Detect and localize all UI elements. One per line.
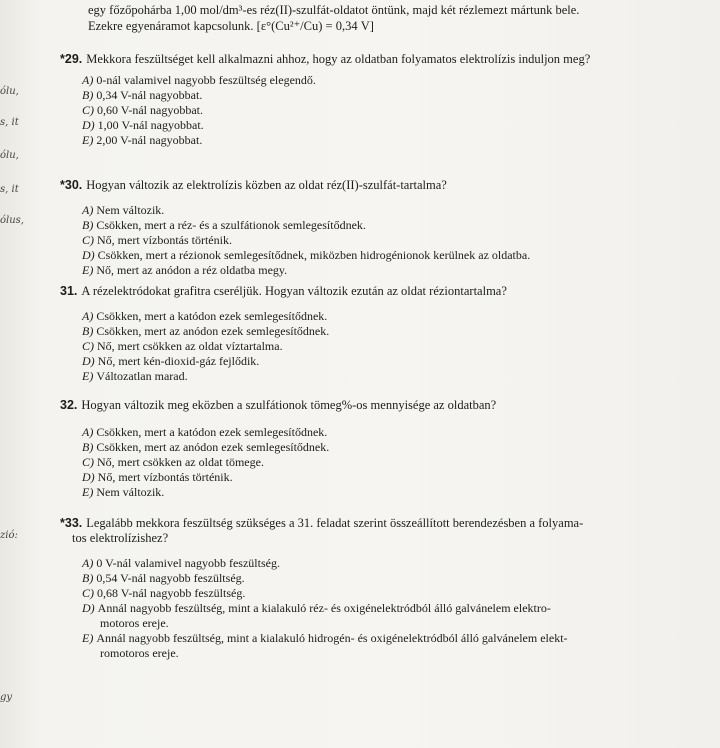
option-text: Nő, mert csökken az oldat tömege.: [97, 455, 264, 469]
margin-note: ólu,: [0, 150, 19, 161]
answer-option[interactable]: [82, 425, 710, 440]
option-letter: B): [82, 440, 94, 454]
answer-option[interactable]: [82, 631, 700, 661]
option-letter: D): [82, 601, 95, 615]
option-text: Annál nagyobb feszültség, mint a kialakuló réz- és oxigénelektródból álló galvánelem elektro- motoros ereje.: [97, 601, 551, 630]
option-text: Csökken, mert a rézionok semlegesítődnek, miközben hidrogénionok kerülnek az oldatba.: [97, 248, 531, 262]
option-letter: E): [82, 133, 94, 147]
question-30: [60, 178, 710, 278]
option-letter: C): [82, 586, 94, 600]
question-text: Hogyan változik meg eközben a szulfátionok tömeg%-os mennyisége az oldatban?: [81, 398, 497, 412]
answer-option[interactable]: [82, 324, 710, 339]
option-text: Nő, mert kén-dioxid-gáz fejlődik.: [97, 354, 260, 368]
answer-option[interactable]: [82, 354, 710, 369]
option-letter: E): [82, 485, 94, 499]
margin-note: ólu,: [0, 86, 19, 97]
option-text: Nő, mert az anódon a réz oldatba megy.: [96, 263, 288, 277]
option-letter: C): [82, 233, 94, 247]
answer-option[interactable]: [82, 309, 710, 324]
question-stem: [60, 178, 710, 193]
answer-option[interactable]: [82, 586, 710, 601]
question-number: 32.: [60, 398, 78, 412]
answer-option[interactable]: [82, 248, 710, 263]
question-number: *30.: [60, 178, 83, 192]
question-stem: [60, 284, 710, 299]
option-list: [82, 73, 710, 148]
answer-option[interactable]: [82, 233, 710, 248]
answer-option[interactable]: [82, 263, 710, 278]
intro-line: Ezekre egyenáramot kapcsolunk. [ε°(Cu²⁺/Cu) = 0,34 V]: [88, 19, 374, 33]
option-list: [82, 203, 710, 278]
intro-line: egy főzőpohárba 1,00 mol/dm³-es réz(II)-szulfát-oldatot öntünk, majd két rézlemezt mártunk bele.: [88, 3, 580, 17]
question-29: [60, 52, 710, 148]
answer-option[interactable]: [82, 485, 710, 500]
option-letter: D): [82, 248, 95, 262]
question-text-continued: tos elektrolízishez?: [72, 531, 169, 545]
option-letter: A): [82, 309, 94, 323]
answer-option[interactable]: [82, 88, 710, 103]
margin-note: s, it: [0, 117, 19, 128]
intro-paragraph: [88, 2, 708, 34]
answer-option[interactable]: [82, 73, 710, 88]
option-text: Nő, mert csökken az oldat víztartalma.: [97, 339, 283, 353]
margin-note: gy: [0, 692, 13, 703]
question-text: Mekkora feszültséget kell alkalmazni ahhoz, hogy az oldatban folyamatos elektrolízis induljon meg?: [86, 52, 591, 66]
option-text: 0,34 V-nál nagyobbat.: [96, 88, 203, 102]
question-number: *29.: [60, 52, 83, 66]
option-text: Nő, mert vízbontás történik.: [97, 470, 233, 484]
option-text: 0-nál valamivel nagyobb feszültség elegendő.: [96, 73, 316, 87]
option-letter: A): [82, 425, 94, 439]
option-text: Annál nagyobb feszültség, mint a kialakuló hidrogén- és oxigénelektródból álló galvánelem elekt- romotoros ereje.: [96, 631, 568, 660]
option-text: Csökken, mert a katódon ezek semlegesítődnek.: [96, 309, 328, 323]
question-text: Legalább mekkora feszültség szükséges a 31. feladat szerint összeállított berendezésben a folyama-: [86, 516, 584, 530]
answer-option[interactable]: [82, 556, 710, 571]
option-letter: C): [82, 103, 94, 117]
option-text: Csökken, mert a réz- és a szulfátionok semlegesítődnek.: [96, 218, 366, 232]
option-letter: B): [82, 88, 94, 102]
question-stem: [60, 516, 710, 531]
option-list: [82, 425, 710, 500]
option-letter: B): [82, 324, 94, 338]
question-33: [60, 516, 710, 661]
question-number: *33.: [60, 516, 83, 530]
question-stem: [60, 398, 710, 413]
answer-option[interactable]: [82, 118, 710, 133]
option-letter: E): [82, 631, 94, 645]
option-text: 2,00 V-nál nagyobbat.: [96, 133, 203, 147]
question-number: 31.: [60, 284, 78, 298]
option-list: [82, 556, 710, 661]
option-text: 0,68 V-nál nagyobb feszültség.: [97, 586, 246, 600]
margin-note: zió:: [0, 530, 18, 541]
option-text: Csökken, mert az anódon ezek semlegesítődnek.: [96, 324, 330, 338]
answer-option[interactable]: [82, 440, 710, 455]
option-letter: A): [82, 203, 94, 217]
option-letter: E): [82, 263, 94, 277]
option-letter: C): [82, 339, 94, 353]
answer-option[interactable]: [82, 571, 710, 586]
option-text: 0 V-nál valamivel nagyobb feszültség.: [96, 556, 280, 570]
answer-option[interactable]: [82, 103, 710, 118]
option-text: Csökken, mert a katódon ezek semlegesítődnek.: [96, 425, 328, 439]
answer-option[interactable]: [82, 133, 710, 148]
answer-option[interactable]: [82, 339, 710, 354]
option-letter: C): [82, 455, 94, 469]
option-text: 0,54 V-nál nagyobb feszültség.: [96, 571, 245, 585]
option-letter: B): [82, 218, 94, 232]
option-list: [82, 309, 710, 384]
option-letter: D): [82, 470, 95, 484]
option-text: 1,00 V-nál nagyobbat.: [97, 118, 204, 132]
option-letter: A): [82, 73, 94, 87]
option-text: 0,60 V-nál nagyobbat.: [97, 103, 203, 117]
option-text: Változatlan marad.: [96, 369, 188, 383]
option-letter: D): [82, 354, 95, 368]
answer-option[interactable]: [82, 203, 710, 218]
answer-option[interactable]: [82, 455, 710, 470]
option-text: Nem változik.: [96, 203, 165, 217]
margin-note: ólus,: [0, 215, 24, 226]
option-letter: D): [82, 118, 95, 132]
option-letter: E): [82, 369, 94, 383]
answer-option[interactable]: [82, 369, 710, 384]
option-text: Csökken, mert az anódon ezek semlegesítődnek.: [96, 440, 330, 454]
question-31: [60, 284, 710, 384]
option-text: Nem változik.: [96, 485, 165, 499]
option-letter: B): [82, 571, 94, 585]
question-text: A rézelektródokat grafitra cseréljük. Hogyan változik ezután az oldat réziontartalma?: [81, 284, 507, 298]
margin-note: s, it: [0, 184, 19, 195]
option-text: Nő, mert vízbontás történik.: [97, 233, 232, 247]
answer-option[interactable]: [82, 218, 710, 233]
answer-option[interactable]: [82, 470, 710, 485]
answer-option[interactable]: [82, 601, 700, 631]
question-stem: [60, 52, 710, 67]
question-text: Hogyan változik az elektrolízis közben az oldat réz(II)-szulfát-tartalma?: [86, 178, 447, 192]
question-32: [60, 398, 710, 500]
option-letter: A): [82, 556, 94, 570]
